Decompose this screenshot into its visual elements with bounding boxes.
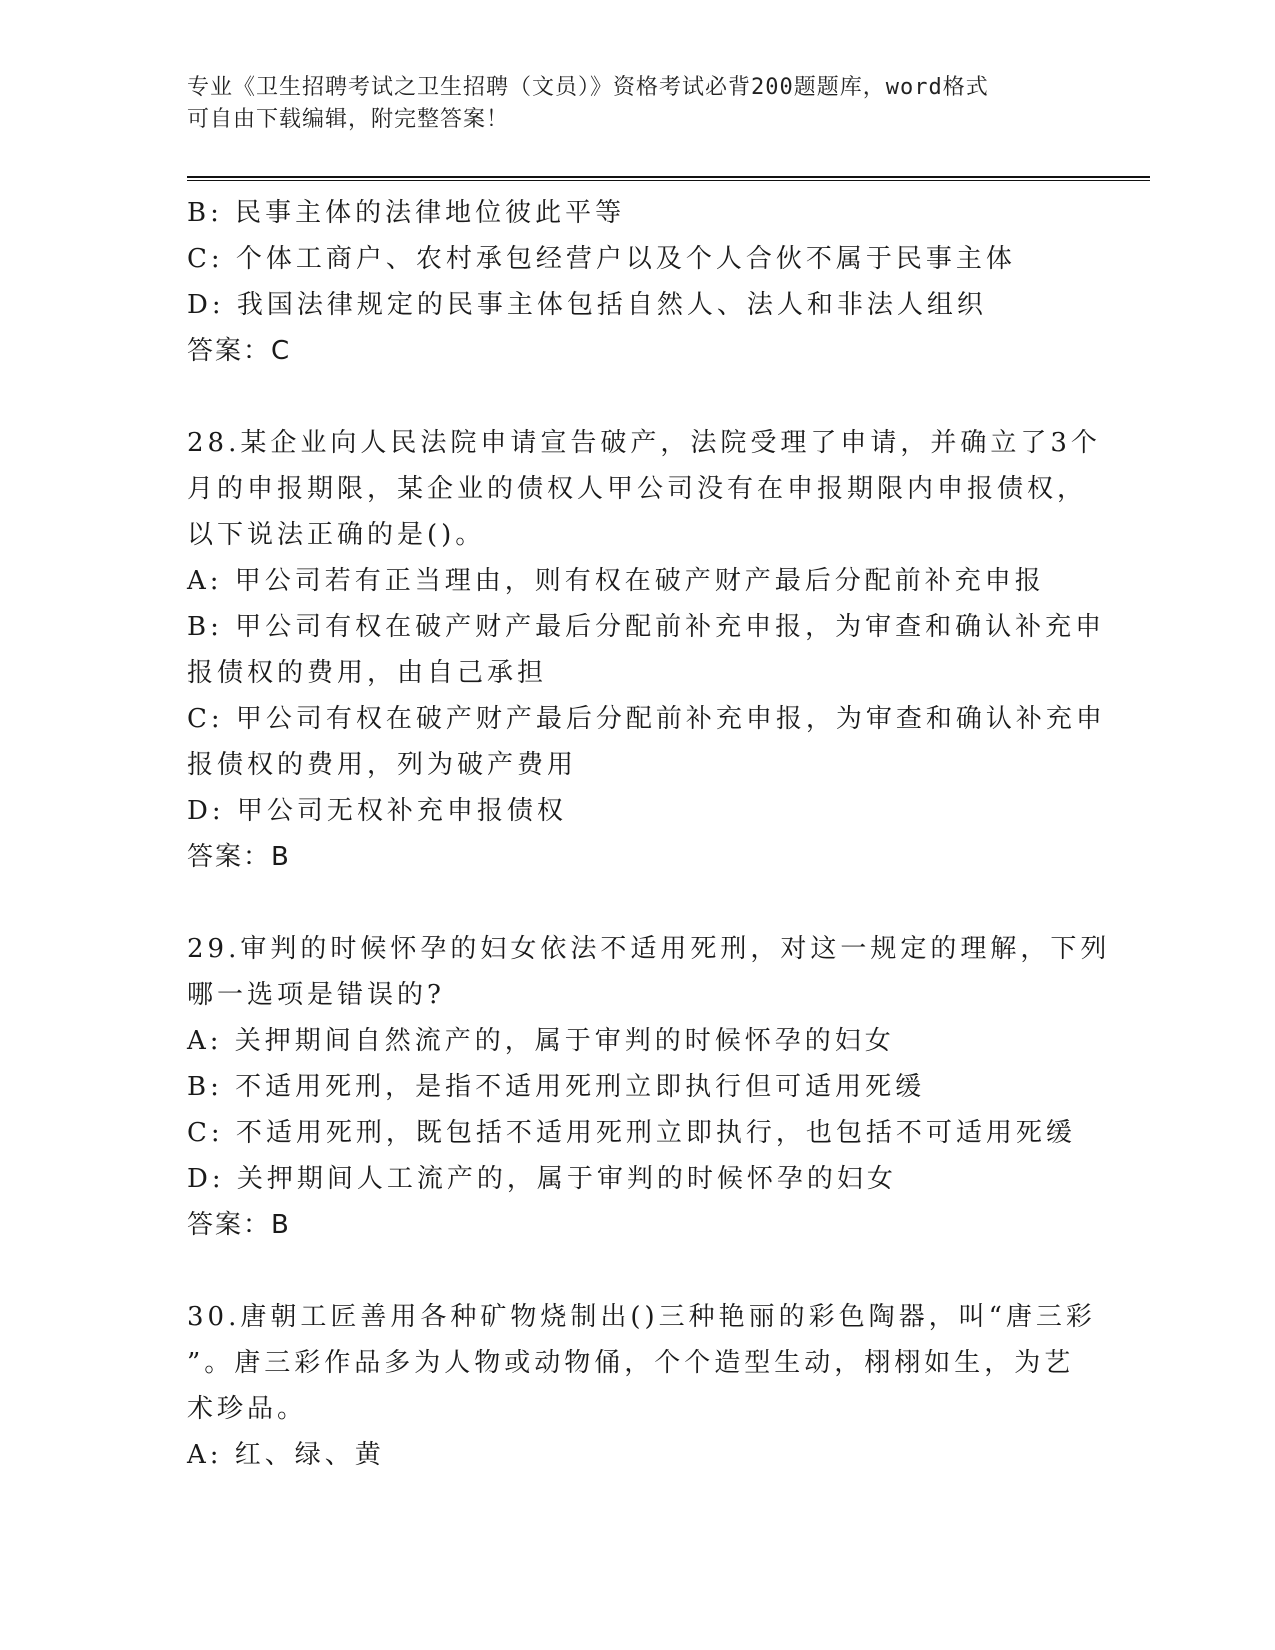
document-body	[187, 190, 1111, 1478]
question-30	[187, 1294, 1096, 1478]
question-stem: ”。唐三彩作品多为人物或动物俑，个个造型生动，栩栩如生，为艺	[187, 1348, 1075, 1378]
option-c: C: 甲公司有权在破产财产最后分配前补充申报，为审查和确认补充申	[187, 704, 1106, 734]
option-a: A: 甲公司若有正当理由，则有权在破产财产最后分配前补充申报	[187, 566, 1045, 596]
option-b: B: 不适用死刑，是指不适用死刑立即执行但可适用死缓	[187, 1072, 926, 1102]
header-divider	[187, 176, 1150, 181]
question-stem: 28.某企业向人民法院申请宣告破产，法院受理了申请，并确立了3个	[187, 428, 1101, 458]
option-d: D: 关押期间人工流产的，属于审判的时候怀孕的妇女	[187, 1164, 897, 1194]
option-a: A: 红、绿、黄	[187, 1440, 385, 1470]
question-stem: 30.唐朝工匠善用各种矿物烧制出()三种艳丽的彩色陶器，叫“唐三彩	[187, 1302, 1096, 1332]
question-stem: 哪一选项是错误的?	[187, 980, 445, 1010]
option-d: D: 我国法律规定的民事主体包括自然人、法人和非法人组织	[187, 290, 987, 320]
question-stem: 术珍品。	[187, 1394, 308, 1424]
answer-line: 答案：C	[187, 336, 292, 366]
page-header	[187, 72, 1087, 136]
option-d: D: 甲公司无权补充申报债权	[187, 796, 567, 826]
answer-line: 答案：B	[187, 1210, 291, 1240]
question-stem: 月的申报期限，某企业的债权人甲公司没有在申报期限内申报债权，	[187, 474, 1088, 504]
question-28	[187, 420, 1106, 880]
option-c: C: 不适用死刑，既包括不适用死刑立即执行，也包括不可适用死缓	[187, 1118, 1076, 1148]
question-29	[187, 926, 1111, 1248]
option-b: B: 甲公司有权在破产财产最后分配前补充申报，为审查和确认补充申	[187, 612, 1106, 642]
header-title-line-2: 可自由下载编辑，附完整答案！	[187, 107, 510, 132]
header-title-line-1: 专业《卫生招聘考试之卫生招聘（文员）》资格考试必背200题题库，word格式	[187, 75, 989, 100]
option-b-cont: 报债权的费用，由自己承担	[187, 658, 548, 688]
option-c: C: 个体工商户、农村承包经营户以及个人合伙不属于民事主体	[187, 244, 1016, 274]
question-stem: 以下说法正确的是()。	[187, 520, 486, 550]
option-c-cont: 报债权的费用，列为破产费用	[187, 750, 578, 780]
question-27-tail	[187, 190, 1087, 374]
option-b: B: 民事主体的法律地位彼此平等	[187, 198, 626, 228]
option-a: A: 关押期间自然流产的，属于审判的时候怀孕的妇女	[187, 1026, 895, 1056]
question-stem: 29.审判的时候怀孕的妇女依法不适用死刑，对这一规定的理解，下列	[187, 934, 1111, 964]
answer-line: 答案：B	[187, 842, 291, 872]
